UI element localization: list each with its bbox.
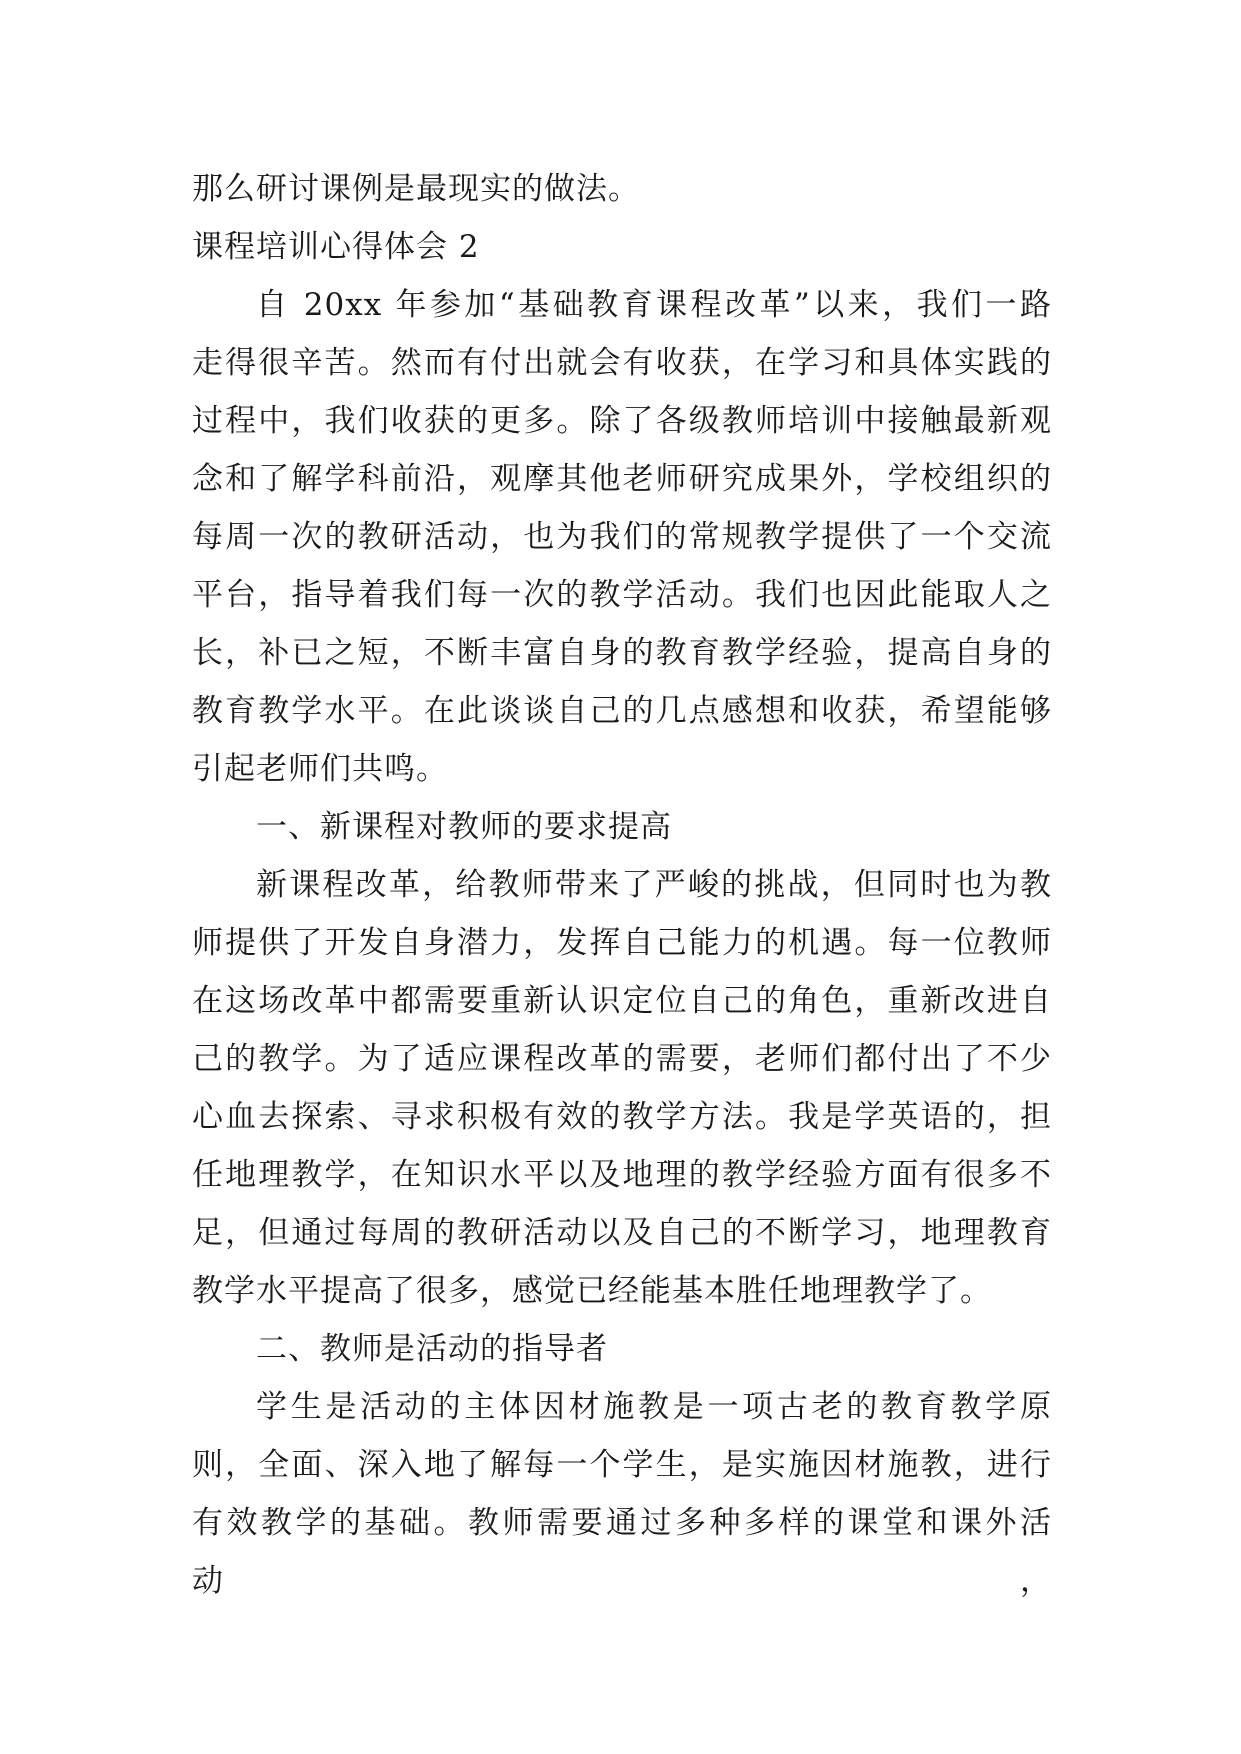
text-line: 走得很辛苦。然而有付出就会有收获，在学习和具体实践的 (192, 345, 1052, 381)
text-line: 一、新课程对教师的要求提高 (256, 809, 672, 845)
text-line: 己的教学。为了适应课程改革的需要，老师们都付出了不少 (192, 1041, 1052, 1077)
text-line: 念和了解学科前沿，观摩其他老师研究成果外，学校组织的 (192, 461, 1052, 497)
text-line: 心血去探索、寻求积极有效的教学方法。我是学英语的，担 (192, 1099, 1052, 1135)
text-line: 足，但通过每周的教研活动以及自己的不断学习，地理教育 (192, 1215, 1052, 1251)
text-line: 有效教学的基础。教师需要通过多种多样的课堂和课外活动， (192, 1505, 1052, 1599)
text-line: 每周一次的教研活动，也为我们的常规教学提供了一个交流 (192, 519, 1052, 555)
text-line: 二、教师是活动的指导者 (256, 1331, 608, 1367)
text-line: 教学水平提高了很多，感觉已经能基本胜任地理教学了。 (192, 1273, 992, 1309)
text-line: 长，补已之短，不断丰富自身的教育教学经验，提高自身的 (192, 635, 1052, 671)
text-line: 则，全面、深入地了解每一个学生，是实施因材施教，进行 (192, 1447, 1052, 1483)
text-line: 过程中，我们收获的更多。除了各级教师培训中接触最新观 (192, 403, 1052, 439)
text-line: 自 20xx 年参加“基础教育课程改革”以来，我们一路 (256, 287, 1052, 323)
text-line: 任地理教学，在知识水平以及地理的教学经验方面有很多不 (192, 1157, 1052, 1193)
document-body (192, 160, 1052, 1599)
text-line: 新课程改革，给教师带来了严峻的挑战，但同时也为教 (256, 867, 1052, 903)
text-line: 在这场改革中都需要重新认识定位自己的角色，重新改进自 (192, 983, 1052, 1019)
text-line: 引起老师们共鸣。 (192, 751, 448, 787)
text-line: 平台，指导着我们每一次的教学活动。我们也因此能取人之 (192, 577, 1052, 613)
text-line: 那么研讨课例是最现实的做法。 (192, 171, 640, 207)
text-line: 学生是活动的主体因材施教是一项古老的教育教学原 (256, 1389, 1052, 1425)
text-line: 课程培训心得体会 2 (192, 229, 480, 265)
text-line: 师提供了开发自身潜力，发挥自己能力的机遇。每一位教师 (192, 925, 1052, 961)
text-line: 教育教学水平。在此谈谈自己的几点感想和收获，希望能够 (192, 693, 1052, 729)
